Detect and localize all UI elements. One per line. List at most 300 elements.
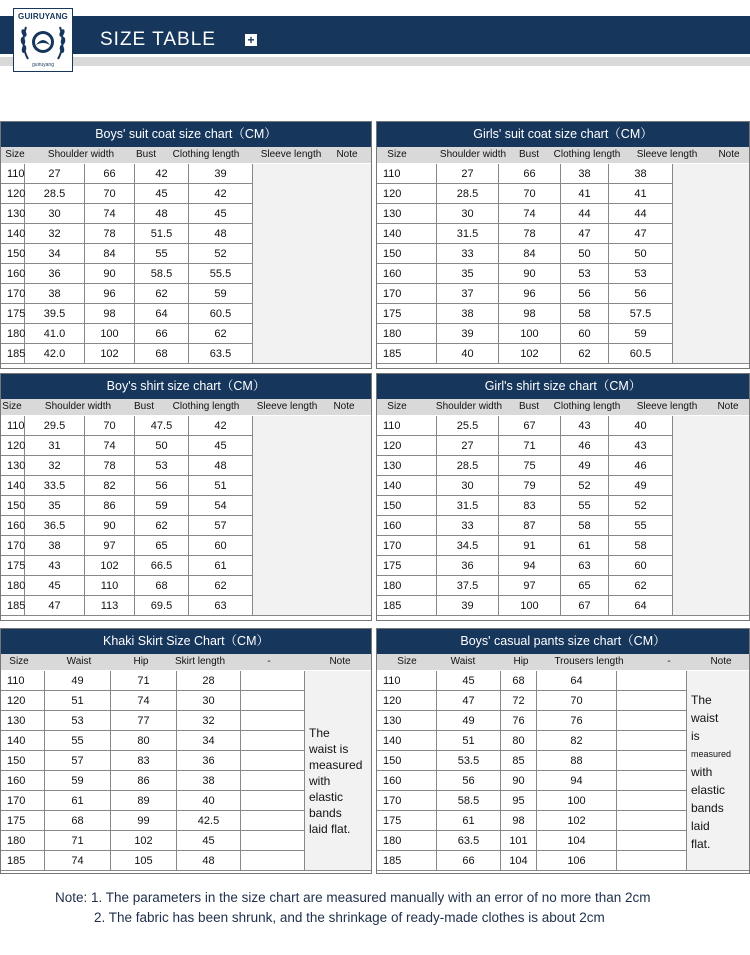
size-table-boys-pants xyxy=(376,628,750,874)
table-cell: 67 xyxy=(561,596,609,616)
table-cell: 55 xyxy=(135,244,189,264)
table-cell: 130 xyxy=(377,711,437,731)
table-cell: 105 xyxy=(111,851,177,871)
column-header: Note xyxy=(710,656,732,667)
note-column xyxy=(673,164,749,364)
column-header: Clothing length xyxy=(172,149,240,160)
table-cell: 110 xyxy=(377,164,437,184)
table-cell: 39 xyxy=(189,164,253,184)
column-header: Size xyxy=(2,401,22,412)
note-line: measured xyxy=(309,758,363,772)
table-cell: 63.5 xyxy=(437,831,501,851)
table-cell: 110 xyxy=(377,416,437,436)
table-cell: 50 xyxy=(561,244,609,264)
table-cell: 67 xyxy=(499,416,561,436)
logo-subtitle: guiruyang xyxy=(32,62,54,68)
table-cell: 49 xyxy=(437,711,501,731)
table-cell: 45 xyxy=(135,184,189,204)
note-column xyxy=(673,416,749,616)
table-cell: 64 xyxy=(537,671,617,691)
table-cell: 80 xyxy=(111,731,177,751)
table-cell xyxy=(241,831,305,851)
table-cell: 42.0 xyxy=(25,344,85,364)
table-cell: 104 xyxy=(537,831,617,851)
table-cell: 70 xyxy=(85,416,135,436)
table-cell: 56 xyxy=(561,284,609,304)
column-header: Note xyxy=(333,401,355,412)
table-cell: 68 xyxy=(135,576,189,596)
table-cell: 150 xyxy=(377,751,437,771)
table-cell: 35 xyxy=(437,264,499,284)
table-cell: 80 xyxy=(501,731,537,751)
table-cell: 120 xyxy=(377,184,437,204)
table-cell: 61 xyxy=(561,536,609,556)
table-cell: 47 xyxy=(609,224,673,244)
table-cell: 170 xyxy=(377,284,437,304)
table-cell: 33 xyxy=(437,516,499,536)
column-header: - xyxy=(267,656,271,667)
table-cell: 185 xyxy=(377,344,437,364)
table-cell: 170 xyxy=(377,536,437,556)
table-cell: 51.5 xyxy=(135,224,189,244)
table-cell: 102 xyxy=(85,344,135,364)
table-cell: 175 xyxy=(377,811,437,831)
note-line: The xyxy=(691,693,712,707)
table-cell: 102 xyxy=(537,811,617,831)
brand-logo xyxy=(13,8,73,72)
table-cell: 150 xyxy=(1,496,25,516)
table-cell: 49 xyxy=(45,671,111,691)
column-header: Size xyxy=(5,149,25,160)
table-cell: 104 xyxy=(501,851,537,871)
table-cell: 74 xyxy=(85,204,135,224)
table-cell: 90 xyxy=(85,516,135,536)
table-cell: 65 xyxy=(561,576,609,596)
table-cell: 59 xyxy=(189,284,253,304)
column-header: Note xyxy=(329,656,351,667)
table-cell: 91 xyxy=(499,536,561,556)
table-cell: 27 xyxy=(25,164,85,184)
table-cell: 86 xyxy=(111,771,177,791)
table-cell: 57.5 xyxy=(609,304,673,324)
table-cell: 42 xyxy=(135,164,189,184)
table-cell xyxy=(617,691,687,711)
table-cell: 43 xyxy=(609,436,673,456)
table-cell: 90 xyxy=(85,264,135,284)
table-cell: 52 xyxy=(189,244,253,264)
note-line: elastic xyxy=(691,783,726,797)
note-line: measured xyxy=(691,749,732,759)
table-cell: 66 xyxy=(499,164,561,184)
table-cell: 53 xyxy=(45,711,111,731)
table-cell: 53.5 xyxy=(437,751,501,771)
table-cell: 185 xyxy=(1,344,25,364)
table-cell: 38 xyxy=(177,771,241,791)
table-cell: 77 xyxy=(111,711,177,731)
table-cell: 120 xyxy=(377,436,437,456)
table-cell xyxy=(241,811,305,831)
table-cell: 59 xyxy=(609,324,673,344)
note-line: bands xyxy=(309,806,342,820)
table-header-row xyxy=(377,147,749,163)
table-cell: 97 xyxy=(499,576,561,596)
table-cell: 61 xyxy=(437,811,501,831)
table-cell: 39 xyxy=(437,596,499,616)
table-cell: 58 xyxy=(609,536,673,556)
table-cell: 58.5 xyxy=(135,264,189,284)
table-cell: 102 xyxy=(111,831,177,851)
table-cell: 94 xyxy=(499,556,561,576)
table-cell: 82 xyxy=(537,731,617,751)
table-cell: 57 xyxy=(189,516,253,536)
table-cell: 170 xyxy=(1,791,45,811)
table-cell: 37 xyxy=(437,284,499,304)
table-cell: 95 xyxy=(501,791,537,811)
table-cell: 48 xyxy=(177,851,241,871)
table-cell: 185 xyxy=(377,596,437,616)
table-cell: 140 xyxy=(1,731,45,751)
table-cell: 29.5 xyxy=(25,416,85,436)
table-cell: 36 xyxy=(177,751,241,771)
table-cell: 41 xyxy=(561,184,609,204)
column-header: Hip xyxy=(133,656,149,667)
table-cell: 57 xyxy=(45,751,111,771)
column-header: Note xyxy=(717,401,739,412)
table-cell: 66 xyxy=(135,324,189,344)
table-cell: 160 xyxy=(1,771,45,791)
table-cell: 43 xyxy=(561,416,609,436)
table-cell: 30 xyxy=(25,204,85,224)
header-divider xyxy=(0,57,750,66)
table-cell: 46 xyxy=(561,436,609,456)
table-title: Khaki Skirt Size Chart（CM） xyxy=(1,629,371,654)
table-cell: 28.5 xyxy=(437,456,499,476)
table-cell: 74 xyxy=(45,851,111,871)
table-cell: 175 xyxy=(377,556,437,576)
table-cell: 78 xyxy=(85,456,135,476)
table-cell: 84 xyxy=(85,244,135,264)
table-cell: 36 xyxy=(437,556,499,576)
table-cell: 35 xyxy=(25,496,85,516)
table-title: Boys' suit coat size chart（CM） xyxy=(1,122,371,147)
column-header: Sleeve length xyxy=(636,149,698,160)
column-header: Sleeve length xyxy=(256,401,318,412)
table-cell: 38 xyxy=(25,284,85,304)
table-cell: 150 xyxy=(377,244,437,264)
table-cell: 44 xyxy=(609,204,673,224)
table-cell: 53 xyxy=(609,264,673,284)
table-cell: 31.5 xyxy=(437,496,499,516)
table-cell: 62 xyxy=(135,284,189,304)
note-text xyxy=(309,725,362,837)
table-cell: 102 xyxy=(85,556,135,576)
table-cell: 70 xyxy=(499,184,561,204)
table-cell: 90 xyxy=(501,771,537,791)
size-table-boys-suit xyxy=(0,121,372,369)
table-cell: 71 xyxy=(499,436,561,456)
table-cell: 100 xyxy=(499,596,561,616)
size-table-girls-suit xyxy=(376,121,750,369)
table-cell: 27 xyxy=(437,164,499,184)
column-header: Shoulder width xyxy=(44,401,112,412)
table-cell: 45 xyxy=(189,204,253,224)
table-cell: 58 xyxy=(561,304,609,324)
table-cell: 180 xyxy=(1,324,25,344)
table-cell: 31 xyxy=(25,436,85,456)
table-cell: 60.5 xyxy=(609,344,673,364)
column-header: Skirt length xyxy=(174,656,226,667)
table-header-row xyxy=(377,399,749,415)
table-cell: 58.5 xyxy=(437,791,501,811)
column-header: Clothing length xyxy=(172,401,240,412)
table-cell xyxy=(241,791,305,811)
table-cell: 62 xyxy=(189,324,253,344)
table-cell: 74 xyxy=(499,204,561,224)
table-cell: 69.5 xyxy=(135,596,189,616)
page-title: SIZE TABLE xyxy=(100,29,216,50)
table-cell: 71 xyxy=(45,831,111,851)
table-cell: 170 xyxy=(1,536,25,556)
table-cell: 25.5 xyxy=(437,416,499,436)
note-text xyxy=(691,691,731,853)
table-cell: 48 xyxy=(135,204,189,224)
table-cell xyxy=(617,851,687,871)
table-cell: 185 xyxy=(1,596,25,616)
table-cell: 55.5 xyxy=(189,264,253,284)
table-cell: 58 xyxy=(561,516,609,536)
table-cell: 31.5 xyxy=(437,224,499,244)
table-cell: 44 xyxy=(561,204,609,224)
note-line: elastic xyxy=(309,790,344,804)
table-cell: 50 xyxy=(135,436,189,456)
table-cell: 185 xyxy=(1,851,45,871)
table-cell: 87 xyxy=(499,516,561,536)
note-line: laid flat. xyxy=(309,822,351,836)
table-cell: 62 xyxy=(189,576,253,596)
table-cell: 34 xyxy=(177,731,241,751)
column-header: Shoulder width xyxy=(47,149,115,160)
table-header-row xyxy=(1,399,371,415)
table-cell: 42 xyxy=(189,416,253,436)
table-cell: 53 xyxy=(561,264,609,284)
table-cell: 34.5 xyxy=(437,536,499,556)
table-cell: 160 xyxy=(377,516,437,536)
table-cell: 39.5 xyxy=(25,304,85,324)
column-header: Shoulder width xyxy=(435,401,503,412)
footnote-line-1: Note: 1. The parameters in the size chart are measured manually with an error of no more than 2cm xyxy=(55,890,651,905)
table-cell: 62 xyxy=(609,576,673,596)
table-cell: 98 xyxy=(499,304,561,324)
table-cell: 140 xyxy=(1,224,25,244)
table-cell xyxy=(617,791,687,811)
table-cell: 86 xyxy=(85,496,135,516)
table-cell: 110 xyxy=(1,416,25,436)
table-cell: 33 xyxy=(437,244,499,264)
table-cell: 56 xyxy=(135,476,189,496)
table-cell: 170 xyxy=(1,284,25,304)
table-cell xyxy=(241,671,305,691)
column-header: Waist xyxy=(66,656,92,667)
table-cell: 74 xyxy=(85,436,135,456)
table-cell: 130 xyxy=(377,204,437,224)
column-header: Size xyxy=(397,656,417,667)
table-cell: 180 xyxy=(1,831,45,851)
table-cell: 98 xyxy=(85,304,135,324)
table-cell: 65 xyxy=(135,536,189,556)
table-cell: 45 xyxy=(25,576,85,596)
table-cell: 42 xyxy=(189,184,253,204)
footnote-line-2: 2. The fabric has been shrunk, and the shrinkage of ready-made clothes is about 2cm xyxy=(94,910,605,925)
table-cell: 55 xyxy=(609,516,673,536)
column-header: Note xyxy=(336,149,358,160)
table-cell: 42.5 xyxy=(177,811,241,831)
table-cell: 34 xyxy=(25,244,85,264)
table-cell xyxy=(241,771,305,791)
column-header: Clothing length xyxy=(553,401,621,412)
table-cell: 55 xyxy=(45,731,111,751)
table-cell xyxy=(617,771,687,791)
table-cell: 170 xyxy=(377,791,437,811)
note-line: waist xyxy=(691,711,719,725)
table-cell: 60.5 xyxy=(189,304,253,324)
table-title: Boys' casual pants size chart（CM） xyxy=(377,629,749,654)
table-cell: 76 xyxy=(501,711,537,731)
table-cell xyxy=(241,691,305,711)
table-cell: 150 xyxy=(377,496,437,516)
table-cell: 175 xyxy=(1,556,25,576)
table-cell: 100 xyxy=(537,791,617,811)
table-cell: 38 xyxy=(437,304,499,324)
table-cell xyxy=(617,671,687,691)
table-cell: 106 xyxy=(537,851,617,871)
table-cell: 60 xyxy=(561,324,609,344)
table-header-row xyxy=(377,654,749,670)
note-line: flat. xyxy=(691,837,711,851)
table-cell: 83 xyxy=(499,496,561,516)
table-cell: 46 xyxy=(609,456,673,476)
table-cell: 48 xyxy=(189,224,253,244)
table-cell: 102 xyxy=(499,344,561,364)
table-cell: 120 xyxy=(1,691,45,711)
column-header: Bust xyxy=(518,401,540,412)
table-cell: 79 xyxy=(499,476,561,496)
table-cell: 96 xyxy=(499,284,561,304)
column-header: Size xyxy=(387,149,407,160)
table-cell xyxy=(241,851,305,871)
table-cell: 110 xyxy=(377,671,437,691)
table-title: Girl's shirt size chart（CM） xyxy=(377,374,749,399)
table-cell: 180 xyxy=(1,576,25,596)
column-header: Trousers length xyxy=(554,656,624,667)
table-cell: 41.0 xyxy=(25,324,85,344)
table-cell: 38 xyxy=(561,164,609,184)
table-cell: 47 xyxy=(437,691,501,711)
table-cell: 120 xyxy=(1,184,25,204)
table-cell: 47.5 xyxy=(135,416,189,436)
table-cell: 63 xyxy=(189,596,253,616)
table-cell: 68 xyxy=(45,811,111,831)
table-cell: 36 xyxy=(25,264,85,284)
table-cell: 64 xyxy=(135,304,189,324)
column-header: Hip xyxy=(513,656,529,667)
table-cell: 140 xyxy=(1,476,25,496)
table-cell: 74 xyxy=(111,691,177,711)
table-cell: 89 xyxy=(111,791,177,811)
table-cell: 180 xyxy=(377,831,437,851)
table-cell: 41 xyxy=(609,184,673,204)
column-header: Clothing length xyxy=(553,149,621,160)
table-cell: 76 xyxy=(537,711,617,731)
size-table-girls-shirt xyxy=(376,373,750,621)
table-cell: 160 xyxy=(377,771,437,791)
table-cell: 130 xyxy=(1,456,25,476)
note-line: laid xyxy=(691,819,710,833)
table-cell: 96 xyxy=(85,284,135,304)
table-cell: 39 xyxy=(437,324,499,344)
table-cell: 175 xyxy=(377,304,437,324)
table-cell: 90 xyxy=(499,264,561,284)
table-cell xyxy=(617,811,687,831)
table-cell: 28.5 xyxy=(25,184,85,204)
table-title: Boy's shirt size chart（CM） xyxy=(1,374,371,399)
logo-brand-text: GUIRUYANG xyxy=(18,12,68,21)
table-cell: 48 xyxy=(189,456,253,476)
column-header: Bust xyxy=(133,401,155,412)
table-cell: 110 xyxy=(1,671,45,691)
table-cell: 49 xyxy=(561,456,609,476)
table-cell: 40 xyxy=(609,416,673,436)
table-cell: 47 xyxy=(25,596,85,616)
column-header: Size xyxy=(387,401,407,412)
table-cell: 160 xyxy=(377,264,437,284)
table-cell: 38 xyxy=(609,164,673,184)
table-cell: 140 xyxy=(377,224,437,244)
table-cell: 175 xyxy=(1,304,25,324)
table-cell: 130 xyxy=(1,204,25,224)
table-cell xyxy=(241,731,305,751)
table-cell: 56 xyxy=(437,771,501,791)
note-line: with xyxy=(691,765,713,779)
table-cell: 64 xyxy=(609,596,673,616)
table-cell xyxy=(617,731,687,751)
table-cell: 113 xyxy=(85,596,135,616)
table-cell: 78 xyxy=(499,224,561,244)
table-cell: 47 xyxy=(561,224,609,244)
table-cell: 78 xyxy=(85,224,135,244)
note-line: with xyxy=(309,774,331,788)
table-cell: 59 xyxy=(45,771,111,791)
table-cell: 100 xyxy=(85,324,135,344)
table-cell: 66 xyxy=(85,164,135,184)
table-cell: 66.5 xyxy=(135,556,189,576)
note-line: bands xyxy=(691,801,724,815)
table-cell xyxy=(617,831,687,851)
table-cell: 120 xyxy=(377,691,437,711)
table-cell: 45 xyxy=(189,436,253,456)
table-cell: 36.5 xyxy=(25,516,85,536)
table-cell: 84 xyxy=(499,244,561,264)
table-cell: 140 xyxy=(377,476,437,496)
table-cell: 62 xyxy=(561,344,609,364)
column-header: Sleeve length xyxy=(636,401,698,412)
plus-icon: + xyxy=(245,34,257,46)
note-line: is xyxy=(691,729,700,743)
table-cell: 70 xyxy=(537,691,617,711)
column-header: Bust xyxy=(135,149,157,160)
table-cell: 28.5 xyxy=(437,184,499,204)
size-table-boys-shirt xyxy=(0,373,372,621)
table-cell: 63.5 xyxy=(189,344,253,364)
